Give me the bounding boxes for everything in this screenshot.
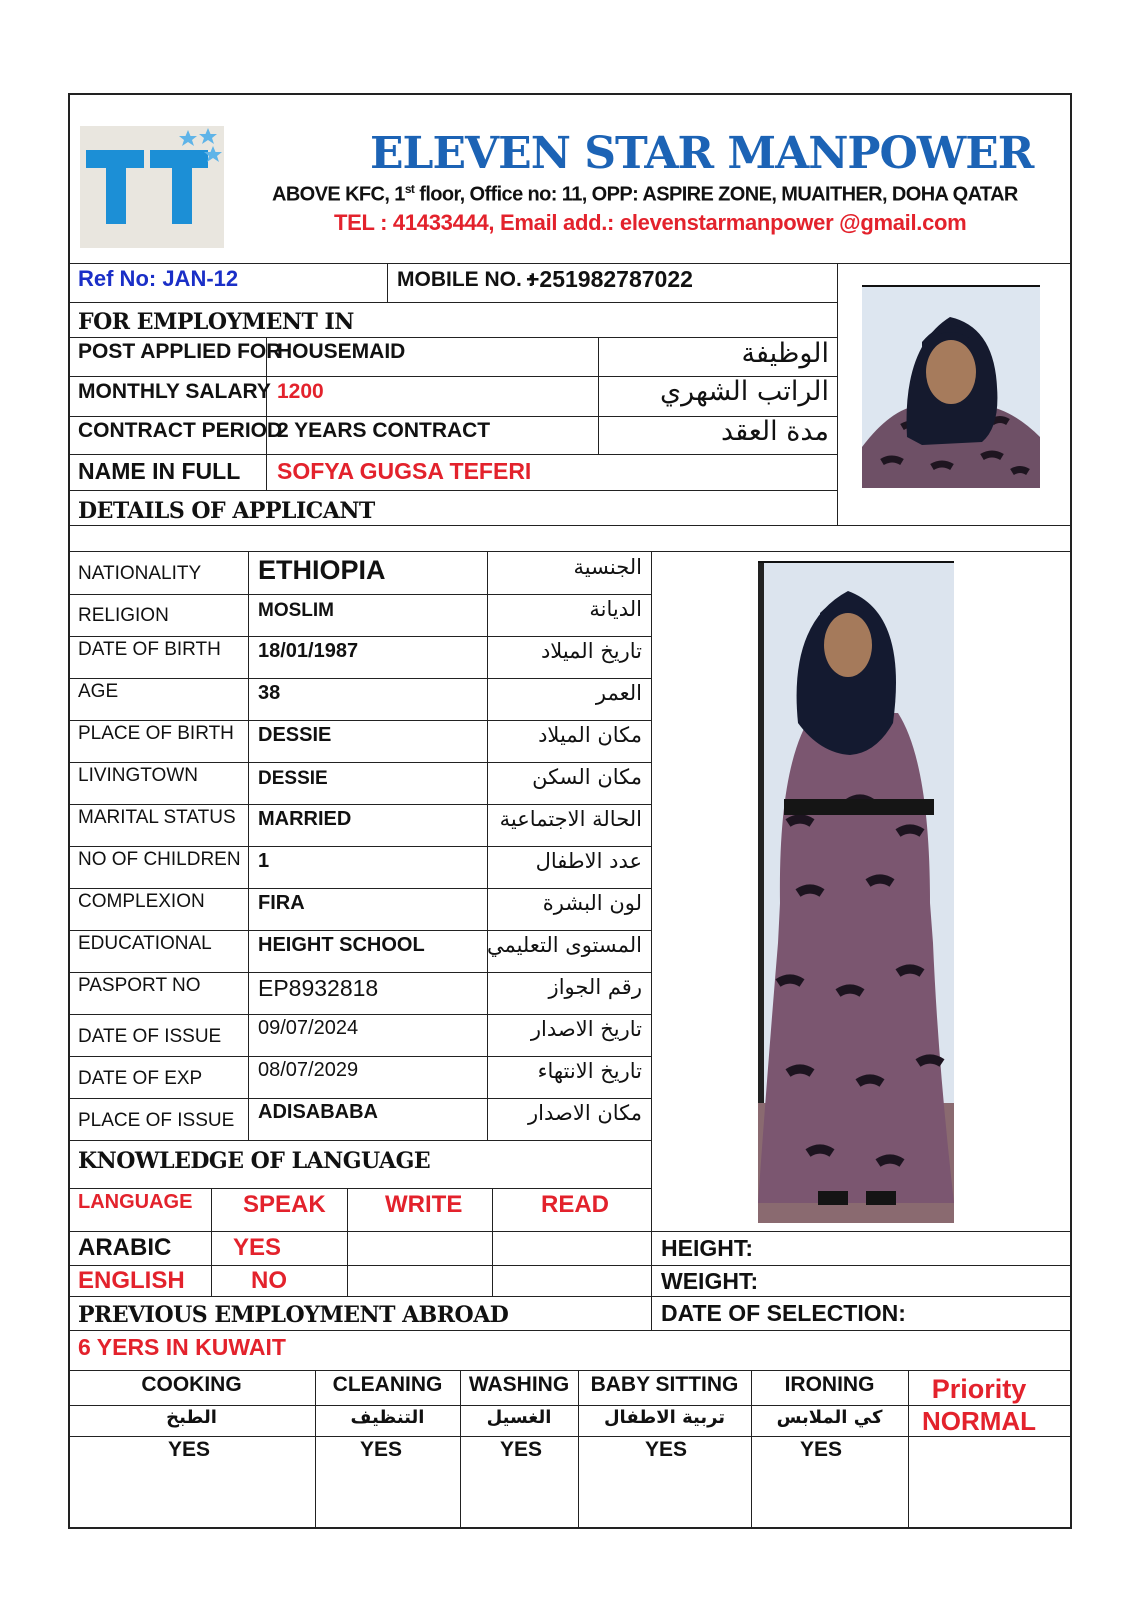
contract-period-arabic: مدة العقد xyxy=(721,416,829,447)
no-of-children-arabic: عدد الاطفال xyxy=(535,849,642,873)
skill-cooking: COOKING xyxy=(141,1373,242,1396)
applicant-photo-small xyxy=(862,285,1040,488)
applicant-photo-full xyxy=(758,561,954,1223)
place-of-issue-label: PLACE OF ISSUE xyxy=(78,1110,235,1131)
complexion-label: COMPLEXION xyxy=(78,891,205,912)
language-arabic-speak: YES xyxy=(233,1234,282,1261)
nationality-value: ETHIOPIA xyxy=(258,555,386,585)
nationality-label: NATIONALITY xyxy=(78,563,202,584)
date-of-birth-arabic: تاريخ الميلاد xyxy=(540,639,642,663)
post-applied-arabic: الوظيفة xyxy=(741,338,829,369)
livingtown-value: DESSIE xyxy=(258,768,328,789)
date-of-selection-label: DATE OF SELECTION: xyxy=(661,1300,906,1326)
skill-cooking-value: YES xyxy=(168,1438,211,1461)
employment-section-title: FOR EMPLOYMENT IN xyxy=(78,309,354,335)
company-contact: TEL : 41433444, Email add.: elevenstarmanpower @gmail.com xyxy=(334,210,967,235)
skill-cleaning-arabic: التنظيف xyxy=(350,1407,425,1428)
date-of-birth-label: DATE OF BIRTH xyxy=(78,639,221,660)
religion-value: MOSLIM xyxy=(258,600,334,621)
skill-ironing: IRONING xyxy=(784,1373,875,1396)
nationality-arabic: الجنسية xyxy=(573,555,642,579)
mobile-label: MOBILE NO. : xyxy=(397,268,535,291)
skill-ironing-arabic: كي الملابس xyxy=(776,1407,883,1428)
full-name-label: NAME IN FULL xyxy=(78,458,241,484)
place-of-birth-arabic: مكان الميلاد xyxy=(538,723,642,747)
livingtown-arabic: مكان السكن xyxy=(532,765,642,789)
priority-value: NORMAL xyxy=(921,1406,1037,1436)
passport-no-value: EP8932818 xyxy=(258,975,379,1001)
skill-cleaning-value: YES xyxy=(360,1438,403,1461)
language-header-read: READ xyxy=(541,1191,610,1218)
complexion-arabic: لون البشرة xyxy=(542,891,642,915)
skill-baby-sitting-value: YES xyxy=(645,1438,688,1461)
marital-status-arabic: الحالة الاجتماعية xyxy=(499,807,642,831)
skill-washing: WASHING xyxy=(468,1373,570,1396)
date-of-exp-arabic: تاريخ الانتهاء xyxy=(537,1059,642,1083)
religion-arabic: الديانة xyxy=(589,597,642,621)
educational-label: EDUCATIONAL xyxy=(78,933,212,954)
language-english-speak: NO xyxy=(251,1267,287,1294)
age-arabic: العمر xyxy=(595,681,642,705)
educational-value: HEIGHT SCHOOL xyxy=(258,934,425,956)
contract-period-label: CONTRACT PERIOD xyxy=(78,419,283,442)
date-of-exp-value: 08/07/2029 xyxy=(258,1059,359,1081)
height-label: HEIGHT: xyxy=(661,1235,753,1261)
contract-period-value: 2 YEARS CONTRACT xyxy=(277,419,491,442)
language-header-language: LANGUAGE xyxy=(78,1191,193,1213)
skill-ironing-value: YES xyxy=(800,1438,843,1461)
previous-employment-value: 6 YERS IN KUWAIT xyxy=(78,1334,286,1360)
place-of-issue-arabic: مكان الاصدار xyxy=(528,1101,642,1125)
marital-status-value: MARRIED xyxy=(258,808,352,830)
skill-washing-arabic: الغسيل xyxy=(486,1407,552,1428)
date-of-issue-arabic: تاريخ الاصدار xyxy=(530,1017,642,1041)
language-arabic: ARABIC xyxy=(78,1234,172,1261)
date-of-birth-value: 18/01/1987 xyxy=(258,640,359,662)
skill-cleaning: CLEANING xyxy=(332,1373,443,1396)
date-of-issue-label: DATE OF ISSUE xyxy=(78,1026,222,1047)
company-logo xyxy=(80,126,224,248)
monthly-salary-label: MONTHLY SALARY xyxy=(78,380,271,403)
passport-no-label: PASPORT NO xyxy=(78,975,201,996)
full-name-value: SOFYA GUGSA TEFERI xyxy=(277,458,532,484)
previous-employment-title: PREVIOUS EMPLOYMENT ABROAD xyxy=(78,1302,509,1328)
mobile-number: +251982787022 xyxy=(526,266,693,292)
weight-label: WEIGHT: xyxy=(661,1268,759,1294)
skill-baby-sitting-arabic: تربية الاطفال xyxy=(603,1407,726,1428)
ref-number: Ref No: JAN-12 xyxy=(78,266,239,291)
post-applied-value: HOUSEMAID xyxy=(277,340,406,363)
language-section-title: KNOWLEDGE OF LANGUAGE xyxy=(78,1148,431,1174)
passport-no-arabic: رقم الجواز xyxy=(548,975,642,999)
language-english: ENGLISH xyxy=(78,1267,185,1294)
date-of-exp-label: DATE OF EXP xyxy=(78,1068,203,1089)
skill-washing-value: YES xyxy=(500,1438,543,1461)
marital-status-label: MARITAL STATUS xyxy=(78,807,236,828)
age-label: AGE xyxy=(78,681,119,702)
religion-label: RELIGION xyxy=(78,605,169,626)
monthly-salary-value: 1200 xyxy=(277,380,324,403)
monthly-salary-arabic: الراتب الشهري xyxy=(659,376,829,407)
post-applied-label: POST APPLIED FOR xyxy=(78,340,282,363)
place-of-birth-label: PLACE OF BIRTH xyxy=(78,723,234,744)
date-of-issue-value: 09/07/2024 xyxy=(258,1017,359,1039)
company-address: ABOVE KFC, 1st floor, Office no: 11, OPP: ASPIRE ZONE, MUAITHER, DOHA QATAR xyxy=(272,182,1018,206)
language-header-write: WRITE xyxy=(385,1191,463,1218)
place-of-birth-value: DESSIE xyxy=(258,724,332,746)
skill-baby-sitting: BABY SITTING xyxy=(590,1373,739,1396)
details-section-title: DETAILS OF APPLICANT xyxy=(78,498,375,524)
age-value: 38 xyxy=(258,682,281,704)
no-of-children-value: 1 xyxy=(258,850,270,872)
skill-cooking-arabic: الطبخ xyxy=(166,1407,217,1428)
priority-label: Priority xyxy=(931,1374,1027,1404)
complexion-value: FIRA xyxy=(258,892,305,914)
place-of-issue-value: ADISABABA xyxy=(258,1101,378,1123)
company-name: ELEVEN STAR MANPOWER xyxy=(370,128,1034,179)
educational-arabic: المستوى التعليمي xyxy=(486,933,642,957)
language-header-speak: SPEAK xyxy=(243,1191,326,1218)
livingtown-label: LIVINGTOWN xyxy=(78,765,198,786)
no-of-children-label: NO OF CHILDREN xyxy=(78,849,241,870)
